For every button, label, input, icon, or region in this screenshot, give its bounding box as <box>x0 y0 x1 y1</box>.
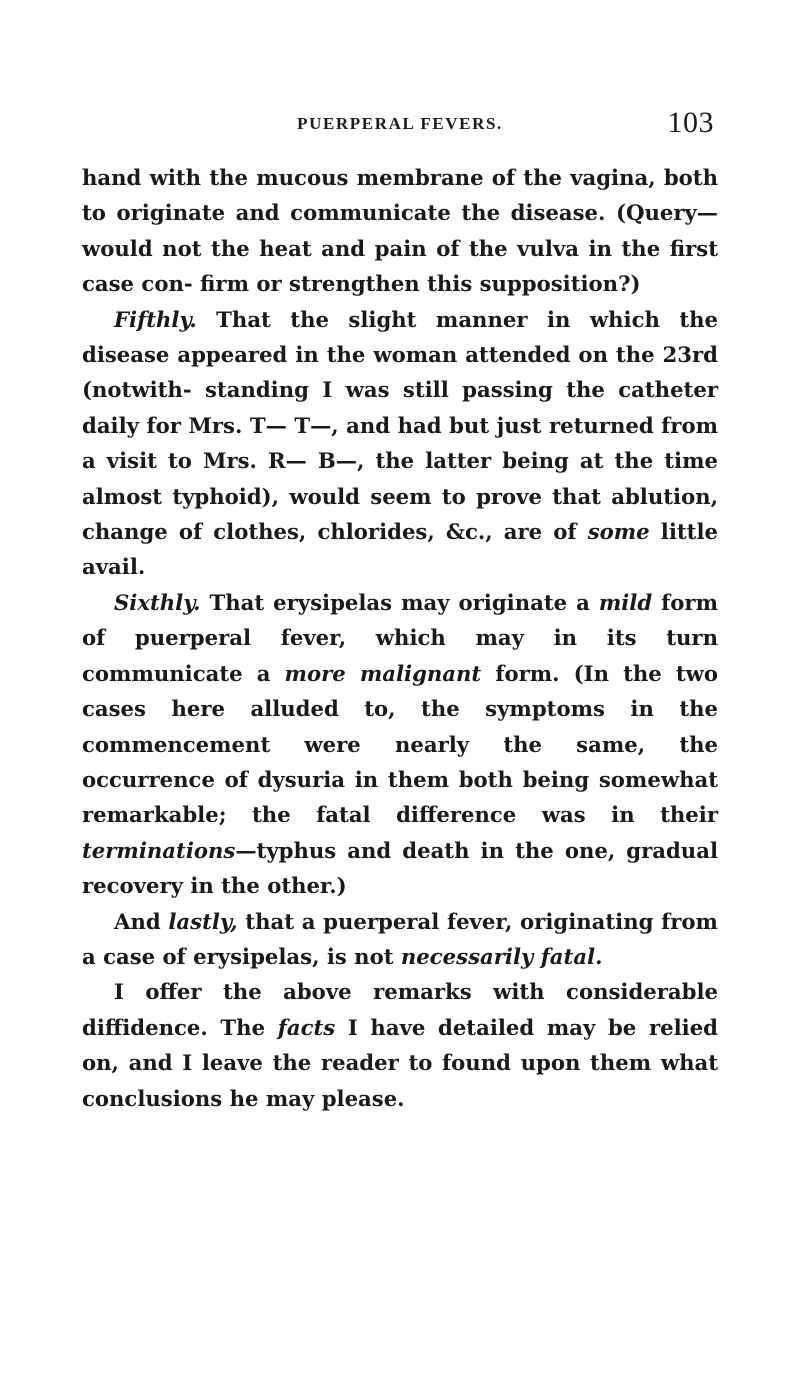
paragraph-closing-remarks <box>82 974 718 1116</box>
running-head: PUERPERAL FEVERS. <box>297 114 503 133</box>
text-run: form. (In the two cases here alluded to, the symptoms in the commencement were nearly the same, the occurrence of dysuria in them both being somewhat remarkable; the fatal difference was in their <box>82 660 718 828</box>
paragraph-sixthly <box>82 585 718 904</box>
paragraph-continuation <box>82 160 718 302</box>
emphasis-text: more malignant <box>284 660 482 686</box>
text-run: That erysipelas may originate a <box>200 589 599 615</box>
emphasis-text: lastly, <box>168 908 238 934</box>
paragraph-lastly <box>82 904 718 975</box>
emphasis-text: necessarily fatal. <box>400 943 603 969</box>
text-run: form of puerperal fever, which may in its turn communicate a <box>82 589 718 686</box>
text-run: I have detailed may be relied on, and I leave the reader to found upon them what conclusions he may please. <box>82 1014 718 1111</box>
text-run: —typhus and death in the one, gradual recovery in the other.) <box>82 837 718 899</box>
page-number: 103 <box>667 106 714 139</box>
emphasis-text: some <box>587 519 650 545</box>
paragraph-fifthly <box>82 302 718 585</box>
text-run: That the slight manner in which the disease appeared in the woman attended on the 23rd (notwith- standing I was still passing the catheter daily for Mrs. T— T—, and had but just returned from a visit to Mrs. R— B—, the latter being at the time almost typhoid), would seem to prove that ablution, change of clothes, chlorides, &c., are of <box>82 306 718 545</box>
emphasis-text: facts <box>277 1014 336 1040</box>
emphasis-text: Fifthly. <box>114 306 197 332</box>
text-run: hand with the mucous membrane of the vagina, both to originate and communicate the disease. (Query—would not the heat and pain of the vulva in the first case con- firm or strengthen this supposition?) <box>82 165 718 297</box>
emphasis-text: terminations <box>82 837 236 863</box>
text-run: And <box>114 908 169 934</box>
emphasis-text: mild <box>598 589 653 615</box>
text-run: that a puerperal fever, originating from a case of erysipelas, is not <box>82 908 718 969</box>
text-run: I offer the above remarks with considerable diffidence. The <box>82 979 718 1040</box>
text-run: little avail. <box>82 519 718 580</box>
body-text <box>82 160 718 1116</box>
page-header <box>0 108 800 138</box>
emphasis-text: Sixthly. <box>114 589 201 615</box>
